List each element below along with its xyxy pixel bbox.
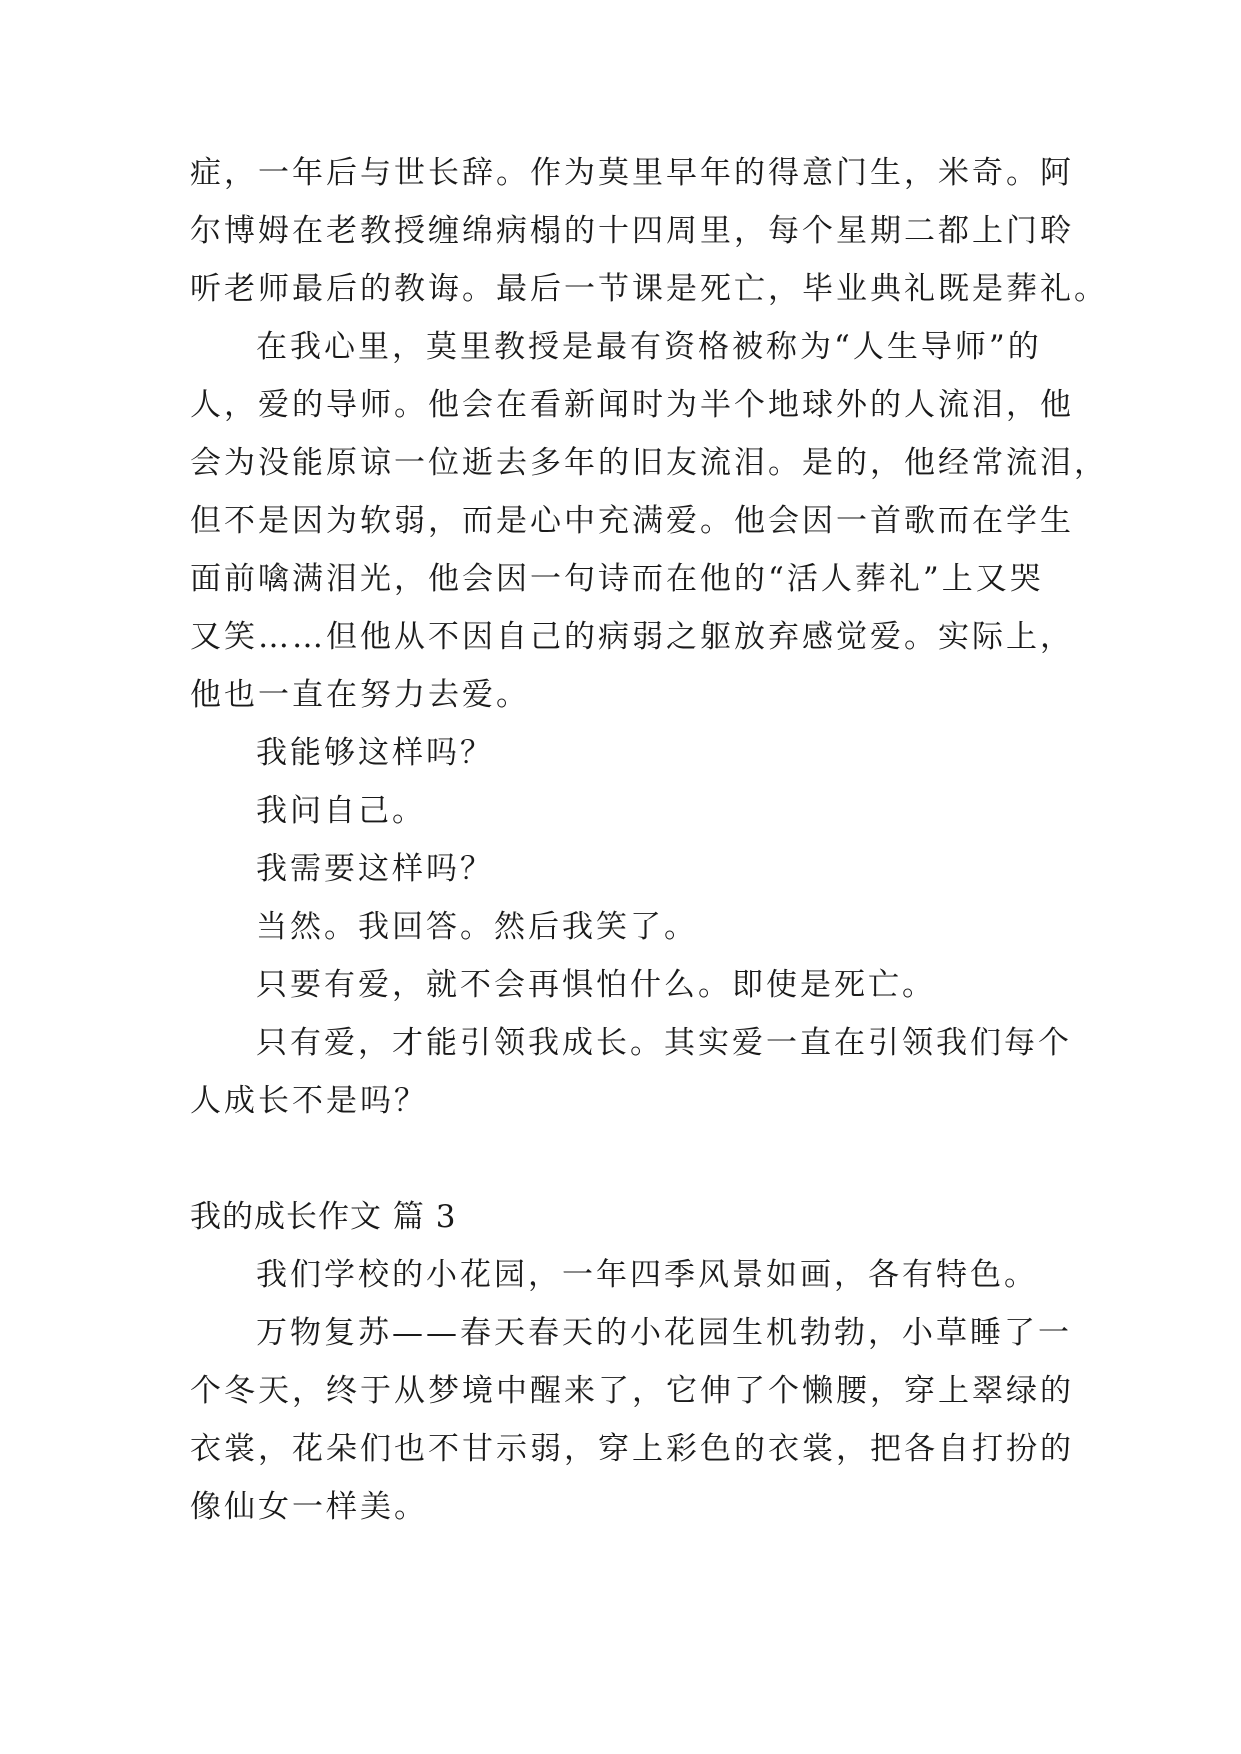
text-line: 个冬天，终于从梦境中醒来了，它伸了个懒腰，穿上翠绿的: [190, 1373, 1074, 1409]
text-line: 又笑……但他从不因自己的病弱之躯放弃感觉爱。实际上，: [190, 619, 1074, 655]
paragraph-start: 只有爱，才能引领我成长。其实爱一直在引领我们每个: [256, 1025, 1072, 1061]
text-line: 衣裳，花朵们也不甘示弱，穿上彩色的衣裳，把各自打扮的: [190, 1431, 1074, 1467]
paragraph-start: 我能够这样吗？: [256, 735, 494, 771]
text-line: 像仙女一样美。: [190, 1489, 428, 1525]
text-line: 面前噙满泪光，他会因一句诗而在他的“活人葬礼”上又哭: [190, 561, 1044, 597]
text-line: 听老师最后的教诲。最后一节课是死亡，毕业典礼既是葬礼。: [190, 271, 1108, 307]
paragraph-start: 我需要这样吗？: [256, 851, 494, 887]
paragraph-start: 我问自己。: [256, 793, 426, 829]
text-line: 他也一直在努力去爱。: [190, 677, 530, 713]
paragraph-start: 在我心里，莫里教授是最有资格被称为“人生导师”的: [256, 329, 1042, 365]
text-line: 尔博姆在老教授缠绵病榻的十四周里，每个星期二都上门聆: [190, 213, 1074, 249]
text-line: 但不是因为软弱，而是心中充满爱。他会因一首歌而在学生: [190, 503, 1074, 539]
section-heading: 我的成长作文 篇 3: [190, 1199, 457, 1235]
paragraph-start: 我们学校的小花园，一年四季风景如画，各有特色。: [256, 1257, 1038, 1293]
text-line: 人，爱的导师。他会在看新闻时为半个地球外的人流泪，他: [190, 387, 1074, 423]
paragraph-start: 当然。我回答。然后我笑了。: [256, 909, 698, 945]
paragraph-start: 只要有爱，就不会再惧怕什么。即使是死亡。: [256, 967, 936, 1003]
text-line: 会为没能原谅一位逝去多年的旧友流泪。是的，他经常流泪，: [190, 445, 1108, 481]
paragraph-start: 万物复苏——春天春天的小花园生机勃勃，小草睡了一: [256, 1315, 1072, 1351]
text-line: 症，一年后与世长辞。作为莫里早年的得意门生，米奇。阿: [190, 155, 1074, 191]
text-line: 人成长不是吗？: [190, 1083, 428, 1119]
